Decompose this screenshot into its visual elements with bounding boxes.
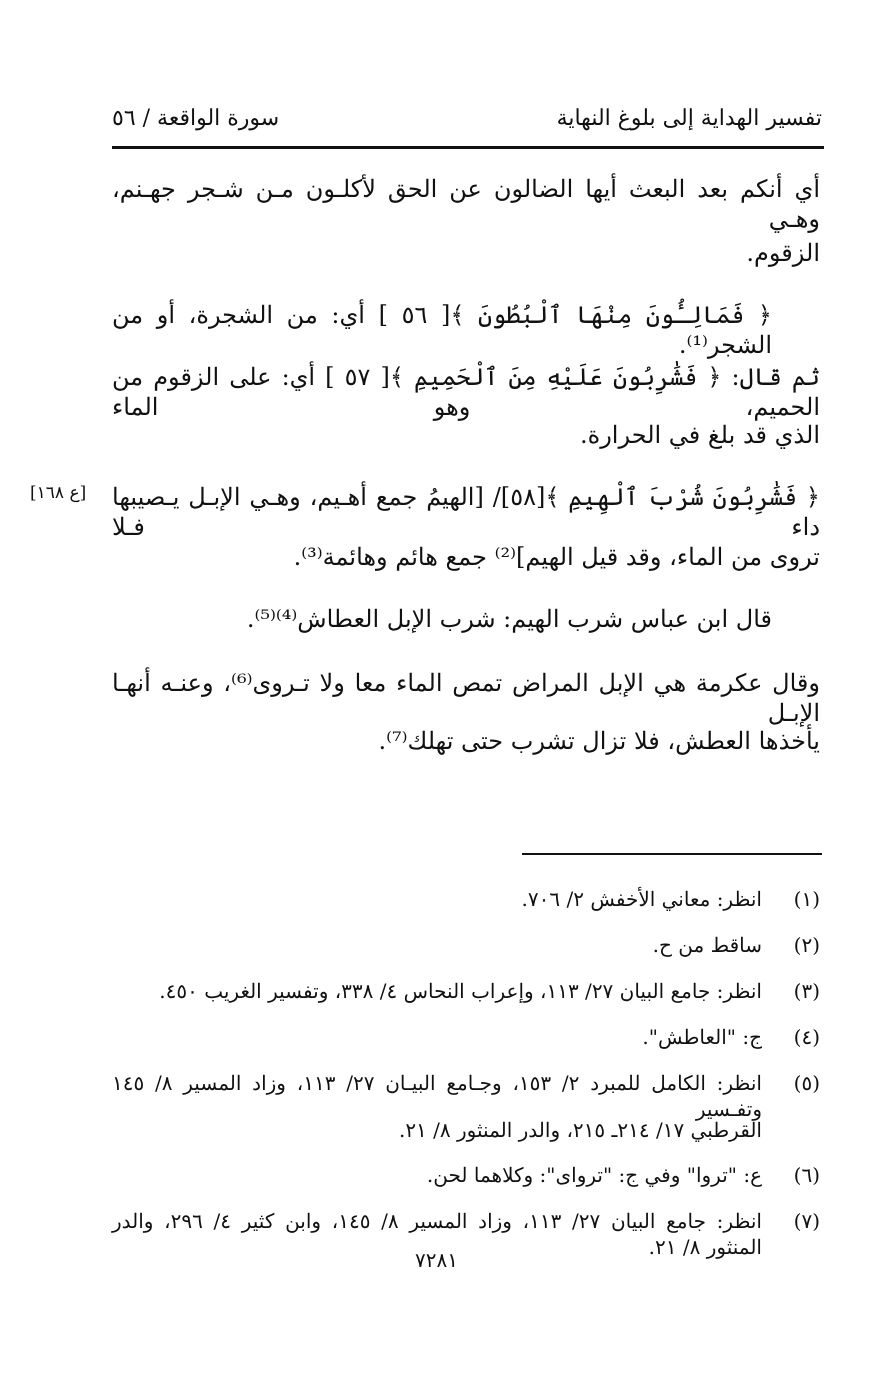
footnote-divider (522, 853, 822, 855)
footnote-text: انظر: معاني الأخفش ٢/ ٧٠٦. (521, 887, 762, 911)
paragraph-1-line-1: أي أنكم بعد البعث أيها الضالون عن الحق لأكلـون مـن شـجر جهـنم، وهـي (112, 175, 820, 233)
surah-label: سورة الواقعة / ٥٦ (112, 106, 280, 131)
footnote-text: ج: "العاطش". (642, 1025, 762, 1049)
paragraph-5: قال ابن عباس شرب الهيم: شرب الإبل العطاش⁽⁴⁾⁽⁵⁾. (246, 605, 772, 633)
footnote-text-continued: القرطبي ١٧/ ٢١٤ـ ٢١٥، والدر المنثور ٨/ ٢١. (398, 1118, 762, 1142)
paragraph-2: ﴿ فَمَالِـُٔونَ مِنْهَا ٱلْبُطُونَ ﴾[ ٥٦ ] أي: من الشجرة، أو من الشجر⁽¹⁾. (112, 301, 772, 359)
footnote-number: (٣) (793, 979, 820, 1003)
paragraph-1-line-2: الزقوم. (746, 239, 820, 267)
paragraph-3-line-1: ثم قال: ﴿ فَشَٰرِبُونَ عَلَيْهِ مِنَ ٱلْحَمِيمِ ﴾[ ٥٧ ] أي: على الزقوم من الحميم، وهو الماء (112, 363, 820, 421)
paragraph-6-line-1: وقال عكرمة هي الإبل المراض تمص الماء معا ولا تـروى⁽⁶⁾، وعنـه أنهـا الإبـل (112, 669, 820, 727)
footnote-number: (٤) (793, 1025, 820, 1049)
paragraph-4-line-1: ﴿ فَشَٰرِبُونَ شُرْبَ ٱلْهِيمِ ﴾[٥٨]/ [الهيمُ جمع أهـيم، وهـي الإبـل يـصيبها داء فـلا (112, 483, 820, 541)
running-header (112, 100, 822, 144)
footnote-text: ساقط من ح. (652, 933, 762, 957)
paragraph-6-line-2: يأخذها العطش، فلا تزال تشرب حتى تهلك⁽⁷⁾. (378, 727, 820, 755)
footnote-text: ع: "تروا" وفي ج: "ترواى": وكلاهما لحن. (426, 1163, 762, 1187)
footnote-number: (٦) (793, 1163, 820, 1187)
footnote-number: (١) (793, 887, 820, 911)
footnote-text: انظر: جامع البيان ٢٧/ ١١٣، وإعراب النحاس ٤/ ٣٣٨، وتفسير الغريب ٤٥٠. (159, 979, 762, 1003)
footnote-number: (٧) (793, 1209, 820, 1233)
footnote-text: انظر: الكامل للمبرد ٢/ ١٥٣، وجـامع البيـان ٢٧/ ١١٣، وزاد المسير ٨/ ١٤٥ وتفـسير (112, 1071, 762, 1121)
footnote-number: (٢) (793, 933, 820, 957)
manuscript-folio-reference: [ع ١٦٨] (30, 483, 87, 503)
book-title: تفسير الهداية إلى بلوغ النهاية (556, 106, 822, 131)
footnote-number: (٥) (793, 1071, 820, 1095)
page-number: ٧٢٨١ (415, 1248, 458, 1272)
paragraph-4-line-2: تروى من الماء، وقد قيل الهيم]⁽²⁾ جمع هائم وهائمة⁽³⁾. (293, 543, 820, 571)
header-divider (112, 146, 824, 149)
paragraph-3-line-2: الذي قد بلغ في الحرارة. (580, 421, 820, 449)
footnote-text: انظر: جامع البيان ٢٧/ ١١٣، وزاد المسير ٨/ ١٤٥، وابن كثير ٤/ ٢٩٦، والدر المنثور ٨/ ٢١. (112, 1209, 762, 1259)
